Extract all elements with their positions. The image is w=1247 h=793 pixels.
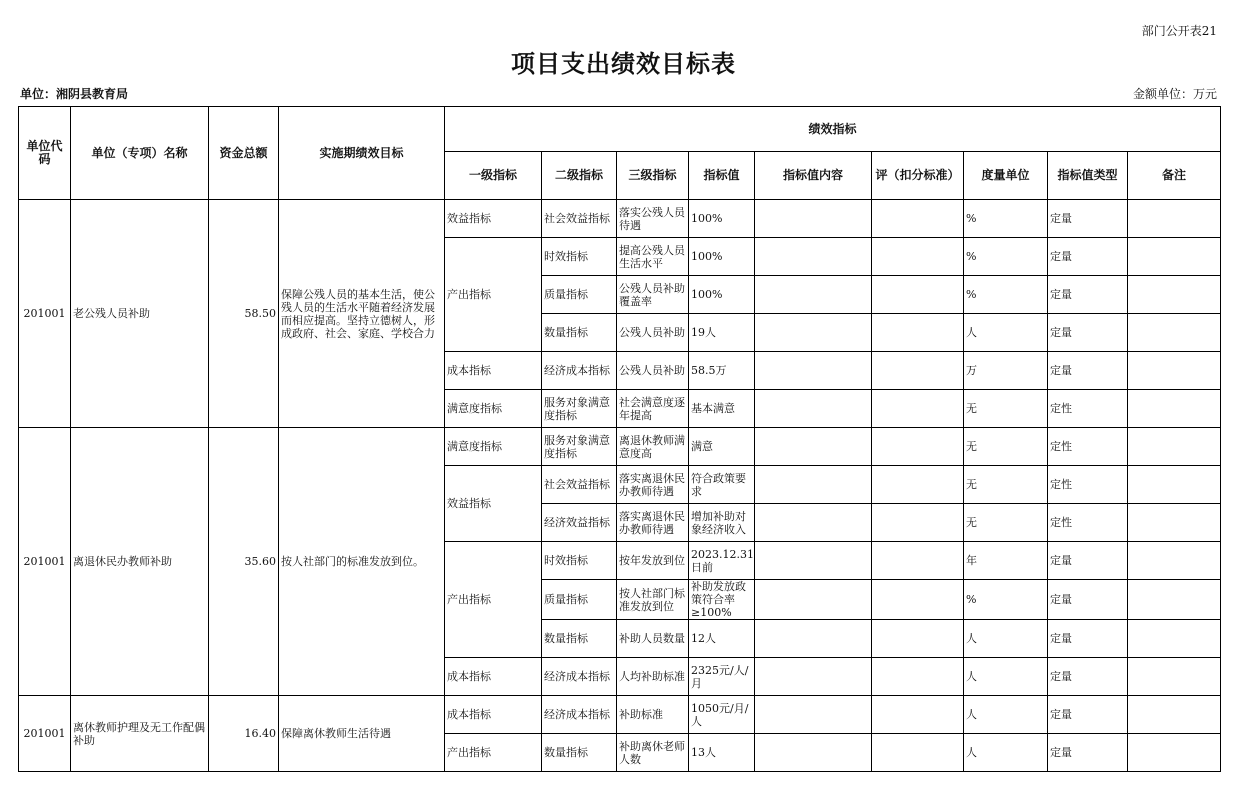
level3-indicator: 离退休教师满意度高 — [617, 428, 689, 466]
level1-indicator: 满意度指标 — [445, 390, 542, 428]
col-code: 单位代码 — [19, 107, 71, 200]
score-standard — [872, 542, 964, 580]
col-vtype: 指标值类型 — [1048, 152, 1128, 200]
score-standard — [872, 276, 964, 314]
col-measure: 度量单位 — [964, 152, 1048, 200]
score-standard — [872, 238, 964, 276]
indicator-value: 符合政策要求 — [689, 466, 755, 504]
measure-unit: 人 — [964, 734, 1048, 772]
project-total: 35.60 — [209, 428, 279, 696]
note — [1128, 620, 1221, 658]
indicator-content — [755, 466, 872, 504]
col-perf: 绩效指标 — [445, 107, 1221, 152]
project-code: 201001 — [19, 696, 71, 772]
measure-unit: % — [964, 238, 1048, 276]
project-name: 离休教师护理及无工作配偶补助 — [71, 696, 209, 772]
note — [1128, 734, 1221, 772]
indicator-content — [755, 620, 872, 658]
indicator-content — [755, 580, 872, 620]
indicator-content — [755, 428, 872, 466]
indicator-value: 19人 — [689, 314, 755, 352]
table-row — [19, 200, 1221, 238]
performance-table — [18, 106, 1221, 772]
project-code: 201001 — [19, 200, 71, 428]
score-standard — [872, 696, 964, 734]
level2-indicator: 时效指标 — [542, 542, 617, 580]
level2-indicator: 经济成本指标 — [542, 696, 617, 734]
indicator-content — [755, 200, 872, 238]
value-type: 定量 — [1048, 658, 1128, 696]
form-number: 部门公开表21 — [1141, 24, 1217, 38]
col-content: 指标值内容 — [755, 152, 872, 200]
level1-indicator: 效益指标 — [445, 200, 542, 238]
level1-indicator: 效益指标 — [445, 466, 542, 542]
level1-indicator: 成本指标 — [445, 658, 542, 696]
indicator-content — [755, 390, 872, 428]
project-total: 16.40 — [209, 696, 279, 772]
col-score: 评（扣分标准） — [872, 152, 964, 200]
project-code: 201001 — [19, 428, 71, 696]
indicator-value: 增加补助对象经济收入 — [689, 504, 755, 542]
value-type: 定量 — [1048, 276, 1128, 314]
level1-indicator: 成本指标 — [445, 352, 542, 390]
indicator-content — [755, 352, 872, 390]
col-l3: 三级指标 — [617, 152, 689, 200]
indicator-value: 100% — [689, 276, 755, 314]
note — [1128, 580, 1221, 620]
value-type: 定量 — [1048, 542, 1128, 580]
project-name: 老公残人员补助 — [71, 200, 209, 428]
level1-indicator: 产出指标 — [445, 542, 542, 658]
level2-indicator: 社会效益指标 — [542, 466, 617, 504]
note — [1128, 238, 1221, 276]
measure-unit: 人 — [964, 658, 1048, 696]
level2-indicator: 经济效益指标 — [542, 504, 617, 542]
indicator-content — [755, 658, 872, 696]
level3-indicator: 补助标准 — [617, 696, 689, 734]
indicator-value: 100% — [689, 238, 755, 276]
project-name: 离退休民办教师补助 — [71, 428, 209, 696]
level3-indicator: 公残人员补助覆盖率 — [617, 276, 689, 314]
value-type: 定量 — [1048, 200, 1128, 238]
indicator-content — [755, 504, 872, 542]
measure-unit: % — [964, 200, 1048, 238]
col-total: 资金总额 — [209, 107, 279, 200]
col-l2: 二级指标 — [542, 152, 617, 200]
measure-unit: 无 — [964, 504, 1048, 542]
indicator-value: 58.5万 — [689, 352, 755, 390]
level1-indicator: 产出指标 — [445, 238, 542, 352]
value-type: 定性 — [1048, 390, 1128, 428]
note — [1128, 504, 1221, 542]
value-type: 定量 — [1048, 580, 1128, 620]
col-l1: 一级指标 — [445, 152, 542, 200]
score-standard — [872, 504, 964, 542]
level2-indicator: 时效指标 — [542, 238, 617, 276]
measure-unit: 人 — [964, 620, 1048, 658]
level3-indicator: 补助离休老师人数 — [617, 734, 689, 772]
level3-indicator: 公残人员补助 — [617, 314, 689, 352]
note — [1128, 658, 1221, 696]
value-type: 定量 — [1048, 352, 1128, 390]
score-standard — [872, 466, 964, 504]
note — [1128, 352, 1221, 390]
level1-indicator: 成本指标 — [445, 696, 542, 734]
col-name: 单位（专项）名称 — [71, 107, 209, 200]
level3-indicator: 提高公残人员生活水平 — [617, 238, 689, 276]
measure-unit: 无 — [964, 428, 1048, 466]
value-type: 定量 — [1048, 314, 1128, 352]
level1-indicator: 满意度指标 — [445, 428, 542, 466]
level2-indicator: 经济成本指标 — [542, 658, 617, 696]
note — [1128, 276, 1221, 314]
measure-unit: 无 — [964, 390, 1048, 428]
project-total: 58.50 — [209, 200, 279, 428]
score-standard — [872, 428, 964, 466]
score-standard — [872, 658, 964, 696]
indicator-value: 2325元/人/月 — [689, 658, 755, 696]
col-goal: 实施期绩效目标 — [279, 107, 445, 200]
score-standard — [872, 620, 964, 658]
level2-indicator: 服务对象满意度指标 — [542, 390, 617, 428]
indicator-content — [755, 314, 872, 352]
page-title: 项目支出绩效目标表 — [511, 50, 736, 78]
level2-indicator: 经济成本指标 — [542, 352, 617, 390]
indicator-value: 13人 — [689, 734, 755, 772]
note — [1128, 542, 1221, 580]
indicator-content — [755, 542, 872, 580]
indicator-value: 满意 — [689, 428, 755, 466]
indicator-value: 100% — [689, 200, 755, 238]
value-type: 定性 — [1048, 466, 1128, 504]
indicator-value: 补助发放政策符合率 ≥100% — [689, 580, 755, 620]
measure-unit: 万 — [964, 352, 1048, 390]
level2-indicator: 质量指标 — [542, 276, 617, 314]
indicator-content — [755, 696, 872, 734]
indicator-content — [755, 238, 872, 276]
level3-indicator: 公残人员补助 — [617, 352, 689, 390]
value-type: 定性 — [1048, 504, 1128, 542]
table-row — [19, 696, 1221, 734]
money-unit-label: 金额单位：万元 — [1132, 87, 1217, 101]
value-type: 定量 — [1048, 734, 1128, 772]
note — [1128, 390, 1221, 428]
indicator-value: 2023.12.31日前 — [689, 542, 755, 580]
score-standard — [872, 734, 964, 772]
indicator-value: 1050元/月/人 — [689, 696, 755, 734]
col-value: 指标值 — [689, 152, 755, 200]
measure-unit: 人 — [964, 696, 1048, 734]
score-standard — [872, 314, 964, 352]
indicator-value: 基本满意 — [689, 390, 755, 428]
score-standard — [872, 352, 964, 390]
score-standard — [872, 390, 964, 428]
value-type: 定量 — [1048, 696, 1128, 734]
indicator-value: 12人 — [689, 620, 755, 658]
project-goal: 按人社部门的标准发放到位。 — [279, 428, 445, 696]
note — [1128, 200, 1221, 238]
col-note: 备注 — [1128, 152, 1221, 200]
level3-indicator: 落实公残人员待遇 — [617, 200, 689, 238]
indicator-content — [755, 734, 872, 772]
level3-indicator: 补助人员数量 — [617, 620, 689, 658]
level3-indicator: 落实离退休民办教师待遇 — [617, 466, 689, 504]
measure-unit: % — [964, 276, 1048, 314]
score-standard — [872, 580, 964, 620]
note — [1128, 466, 1221, 504]
measure-unit: % — [964, 580, 1048, 620]
level2-indicator: 数量指标 — [542, 314, 617, 352]
level3-indicator: 按年发放到位 — [617, 542, 689, 580]
level3-indicator: 落实离退休民办教师待遇 — [617, 504, 689, 542]
note — [1128, 428, 1221, 466]
note — [1128, 696, 1221, 734]
project-goal: 保障离休教师生活待遇 — [279, 696, 445, 772]
level2-indicator: 数量指标 — [542, 620, 617, 658]
value-type: 定性 — [1048, 428, 1128, 466]
value-type: 定量 — [1048, 238, 1128, 276]
measure-unit: 年 — [964, 542, 1048, 580]
value-type: 定量 — [1048, 620, 1128, 658]
measure-unit: 人 — [964, 314, 1048, 352]
note — [1128, 314, 1221, 352]
level3-indicator: 人均补助标准 — [617, 658, 689, 696]
project-goal: 保障公残人员的基本生活，使公残人员的生活水平随着经济发展而相应提高。坚持立德树人，形成政府、社会、家庭、学校合力 — [279, 200, 445, 428]
measure-unit: 无 — [964, 466, 1048, 504]
level3-indicator: 社会满意度逐年提高 — [617, 390, 689, 428]
level3-indicator: 按人社部门标准发放到位 — [617, 580, 689, 620]
level2-indicator: 服务对象满意度指标 — [542, 428, 617, 466]
level2-indicator: 数量指标 — [542, 734, 617, 772]
level1-indicator: 产出指标 — [445, 734, 542, 772]
score-standard — [872, 200, 964, 238]
table-row — [19, 428, 1221, 466]
level2-indicator: 质量指标 — [542, 580, 617, 620]
level2-indicator: 社会效益指标 — [542, 200, 617, 238]
unit-label: 单位：湘阴县教育局 — [20, 87, 129, 101]
indicator-content — [755, 276, 872, 314]
